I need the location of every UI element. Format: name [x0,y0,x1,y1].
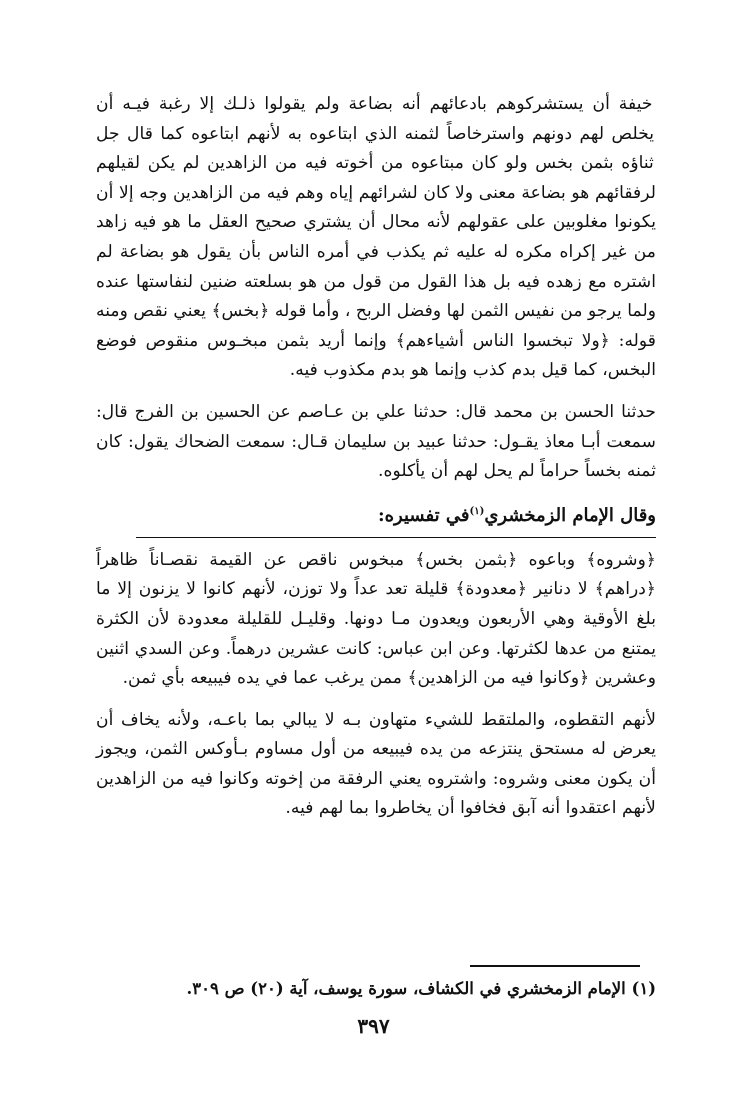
footnote-ref[interactable]: (١) [469,505,485,517]
text-line: لأن الكثرة يمتنع من عدها لكثرتها. وعن ابن عباس: كانت عشرين درهماً. [96,608,657,659]
heading-rule [136,537,656,538]
paragraph-explanation [96,706,656,824]
text-line: حدثنا الحسن بن محمد قال: حدثنا علي بن عـاصم عن الحسين بن [173,401,657,422]
text-line: الفرج قال: سمعت أبـا معاذ يقـول: حدثنا عبيد بن سليمان قـال: سمعت [96,401,656,452]
text-line: خيفة أن يستشركوهم بادعائهم أنه بضاعة ولم يقولوا ذلـك إلا رغبة فيـه أن [96,94,653,114]
text-line: نقص ومنه قوله: ﴿ولا تبخسوا الناس أشياءهم﴾ وإنما أريد بثمن مبخـوس [96,301,656,351]
footnote: (١) الإمام الزمخشري في الكشاف، سورة يوسف، آية (٢٠) ص ٣٠٩. [186,979,656,998]
heading-text: وقال الإمام الزمخشري [484,504,656,526]
text-line: أن يكونوا مغلوبين على عقولهم لأنه محال أن يشتري صحيح العقل ما هو فيه [96,182,656,233]
text-line: يده فيبيعه بأي ثمن. [122,668,260,689]
text-line: ظاهراً ﴿دراهم﴾ لا دنانير ﴿معدودة﴾ قليلة تعد عداً ولا توزن، لأنهم كانوا [96,549,656,600]
text-line: لأنهم التقطوه، والملتقط للشيء متهاون بـه لا يبالي بما باعـه، ولأنه [159,709,656,730]
text-line: فيه من الزاهدين لأنهم اعتقدوا أنه آبق فخافوا أن يخاطروا بما لهم فيه. [96,768,656,819]
text-line: عنده ولما يرجو من نفيس الثمن لها وفضل الربح ، وأما قوله ﴿بخس﴾ يعني [96,271,656,322]
text-line: يخاف أن يعرض له مستحق ينتزعه من يده فيبيعه من أول مساوم بـأوكس [96,709,657,760]
text-line: لم اشتره مع زهده فيه بل هذا القول من قول من هو بسلعته ضنين لنفاستها [96,241,656,292]
text-line: يخلص لهم دونهم واسترخاصاً لثمنه الذي ابتاعوه به لأنهم ابتاعوه كما قال جل [96,123,655,144]
heading-tail: في تفسيره: [377,504,470,526]
text-line: ثناؤه بثمن بخس ولو كان مبتاعوه من أخوته فيه من الزاهدين لم يكن لقيلهم [96,153,654,174]
footnote-separator [470,965,640,967]
page-number: ٣٩٧ [357,1014,390,1038]
text-line: لا يزنون إلا ما بلغ الأوقية وهي الأربعون ويعدون مـا دونها. وقليـل للقليلة معدودة [96,579,656,629]
paragraph-tabari-commentary [96,90,656,386]
section-heading [96,497,656,531]
text-line: منقوص فوضع البخس، كما قيل بدم كذب وإنما هو بدم مكذوب فيه. [96,330,656,381]
page-body [96,90,656,824]
text-line: زاهد من غير إكراه مكره له عليه ثم يكذب في أمره الناس بأن يقول هو بضاعة [96,212,656,262]
text-line: الضحاك يقول: كان ثمنه بخساً حراماً لم يحل لهم أن يأكلوه. [96,431,656,482]
text-line: ﴿وشروه﴾ وباعوه ﴿بثمن بخس﴾ مبخوس ناقص عن القيمة نقصـاناً [138,549,656,570]
paragraph-hadith-chain [96,398,656,487]
paragraph-zamakhshari [96,546,656,694]
text-line: الثمن، ويجوز أن يكون معنى وشروه: واشتروه يعني الرفقة من إخوته وكانوا [96,739,656,789]
text-line: وعن السدي اثنين وعشرين ﴿وكانوا فيه من الزاهدين﴾ ممن يرغب عما في [96,638,656,689]
text-line: لرفقائهم هو بضاعة معنى ولا كان لشرائهم إياه وهم فيه من الزاهدين وجه إلا [113,182,656,203]
